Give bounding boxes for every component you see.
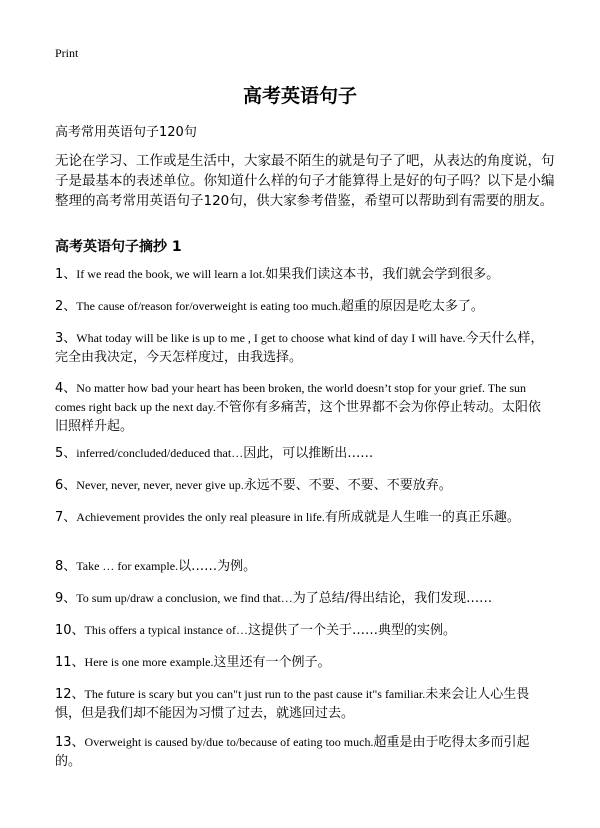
item-chinese: 这里还有一个例子。 (213, 655, 331, 670)
item-chinese: 今天什么样，完全由我决定，今天怎样度过，由我选择。 (55, 331, 544, 365)
sentence-item (55, 508, 550, 527)
intro-paragraph: 无论在学习、工作或是生活中，大家最不陌生的就是句子了吧，从表达的角度说，句子是最基本的表述单位。你知道什么样的句子才能算得上是好的句子吗？以下是小编整理的高考常用英语句子120句，供大家参考借鉴，希望可以帮助到有需要的朋友。 (55, 153, 555, 209)
item-english: The cause of/reason for/overweight is eating too much. (76, 299, 341, 313)
sentence-item (55, 476, 550, 495)
print-label: Print (55, 46, 79, 60)
item-chinese: 为了总结/得出结论，我们发现…… (292, 591, 493, 606)
item-chinese: 超重的原因是吃太多了。 (340, 299, 484, 314)
subtitle: 高考常用英语句子120句 (55, 125, 197, 140)
sentence-item (55, 733, 550, 771)
item-chinese: 不管你有多痛苦，这个世界都不会为你停止转动。太阳依旧照样升起。 (55, 400, 541, 434)
item-number: 5、 (55, 446, 77, 461)
item-chinese: 永远不要、不要、不要、不要放弃。 (243, 478, 452, 493)
item-chinese: 如果我们读这本书，我们就会学到很多。 (265, 267, 500, 282)
sentence-item (55, 297, 550, 316)
page-title: 高考英语句子 (242, 85, 357, 107)
item-chinese: 因此，可以推断出…… (243, 446, 374, 461)
item-english: No matter how bad your heart has been broken, the world doesn’t stop for your grief. The sun comes right back up the next day. (55, 381, 527, 414)
sentence-item (55, 557, 550, 576)
item-english: Achievement provides the only real pleasure in life. (76, 510, 325, 524)
item-chinese: 这提供了一个关于……典型的实例。 (247, 623, 456, 638)
item-number: 6、 (55, 478, 77, 493)
sentence-item (55, 621, 550, 640)
item-english: This offers a typical instance of… (84, 623, 248, 637)
item-number: 8、 (55, 559, 77, 574)
item-number: 9、 (55, 591, 77, 606)
item-chinese: 超重是由于吃得太多而引起的。 (55, 735, 530, 769)
item-english: The future is scary but you can"t just run to the past cause it"s familiar. (84, 687, 426, 701)
section-heading: 高考英语句子摘抄 1 (55, 239, 182, 255)
item-number: 2、 (55, 299, 77, 314)
item-chinese: 未来会让人心生畏惧，但是我们却不能因为习惯了过去，就逃回过去。 (55, 687, 530, 721)
sentence-item (55, 653, 550, 672)
item-english: inferred/concluded/deduced that… (76, 446, 244, 460)
item-number: 1、 (55, 267, 77, 282)
item-english: Overweight is caused by/due to/because of eating too much. (84, 735, 374, 749)
item-chinese: 以……为例。 (178, 559, 257, 574)
item-english: To sum up/draw a conclusion, we find that… (76, 591, 293, 605)
sentence-item (55, 444, 550, 463)
item-english: Take … for example. (76, 559, 179, 573)
item-english: What today will be like is up to me , I get to choose what kind of day I will have. (76, 331, 466, 345)
sentence-item (55, 589, 550, 608)
item-number: 13、 (55, 735, 85, 750)
sentence-item (55, 685, 550, 723)
item-english: Never, never, never, never give up. (76, 478, 244, 492)
item-number: 3、 (55, 331, 77, 346)
item-number: 11、 (55, 655, 85, 670)
item-number: 4、 (55, 381, 77, 396)
item-english: Here is one more example. (84, 655, 214, 669)
sentence-item (55, 379, 550, 436)
item-number: 10、 (55, 623, 85, 638)
sentence-item (55, 265, 550, 284)
item-number: 7、 (55, 510, 77, 525)
item-english: If we read the book, we will learn a lot. (76, 267, 266, 281)
item-number: 12、 (55, 687, 85, 702)
item-chinese: 有所成就是人生唯一的真正乐趣。 (324, 510, 520, 525)
sentence-item (55, 329, 550, 367)
